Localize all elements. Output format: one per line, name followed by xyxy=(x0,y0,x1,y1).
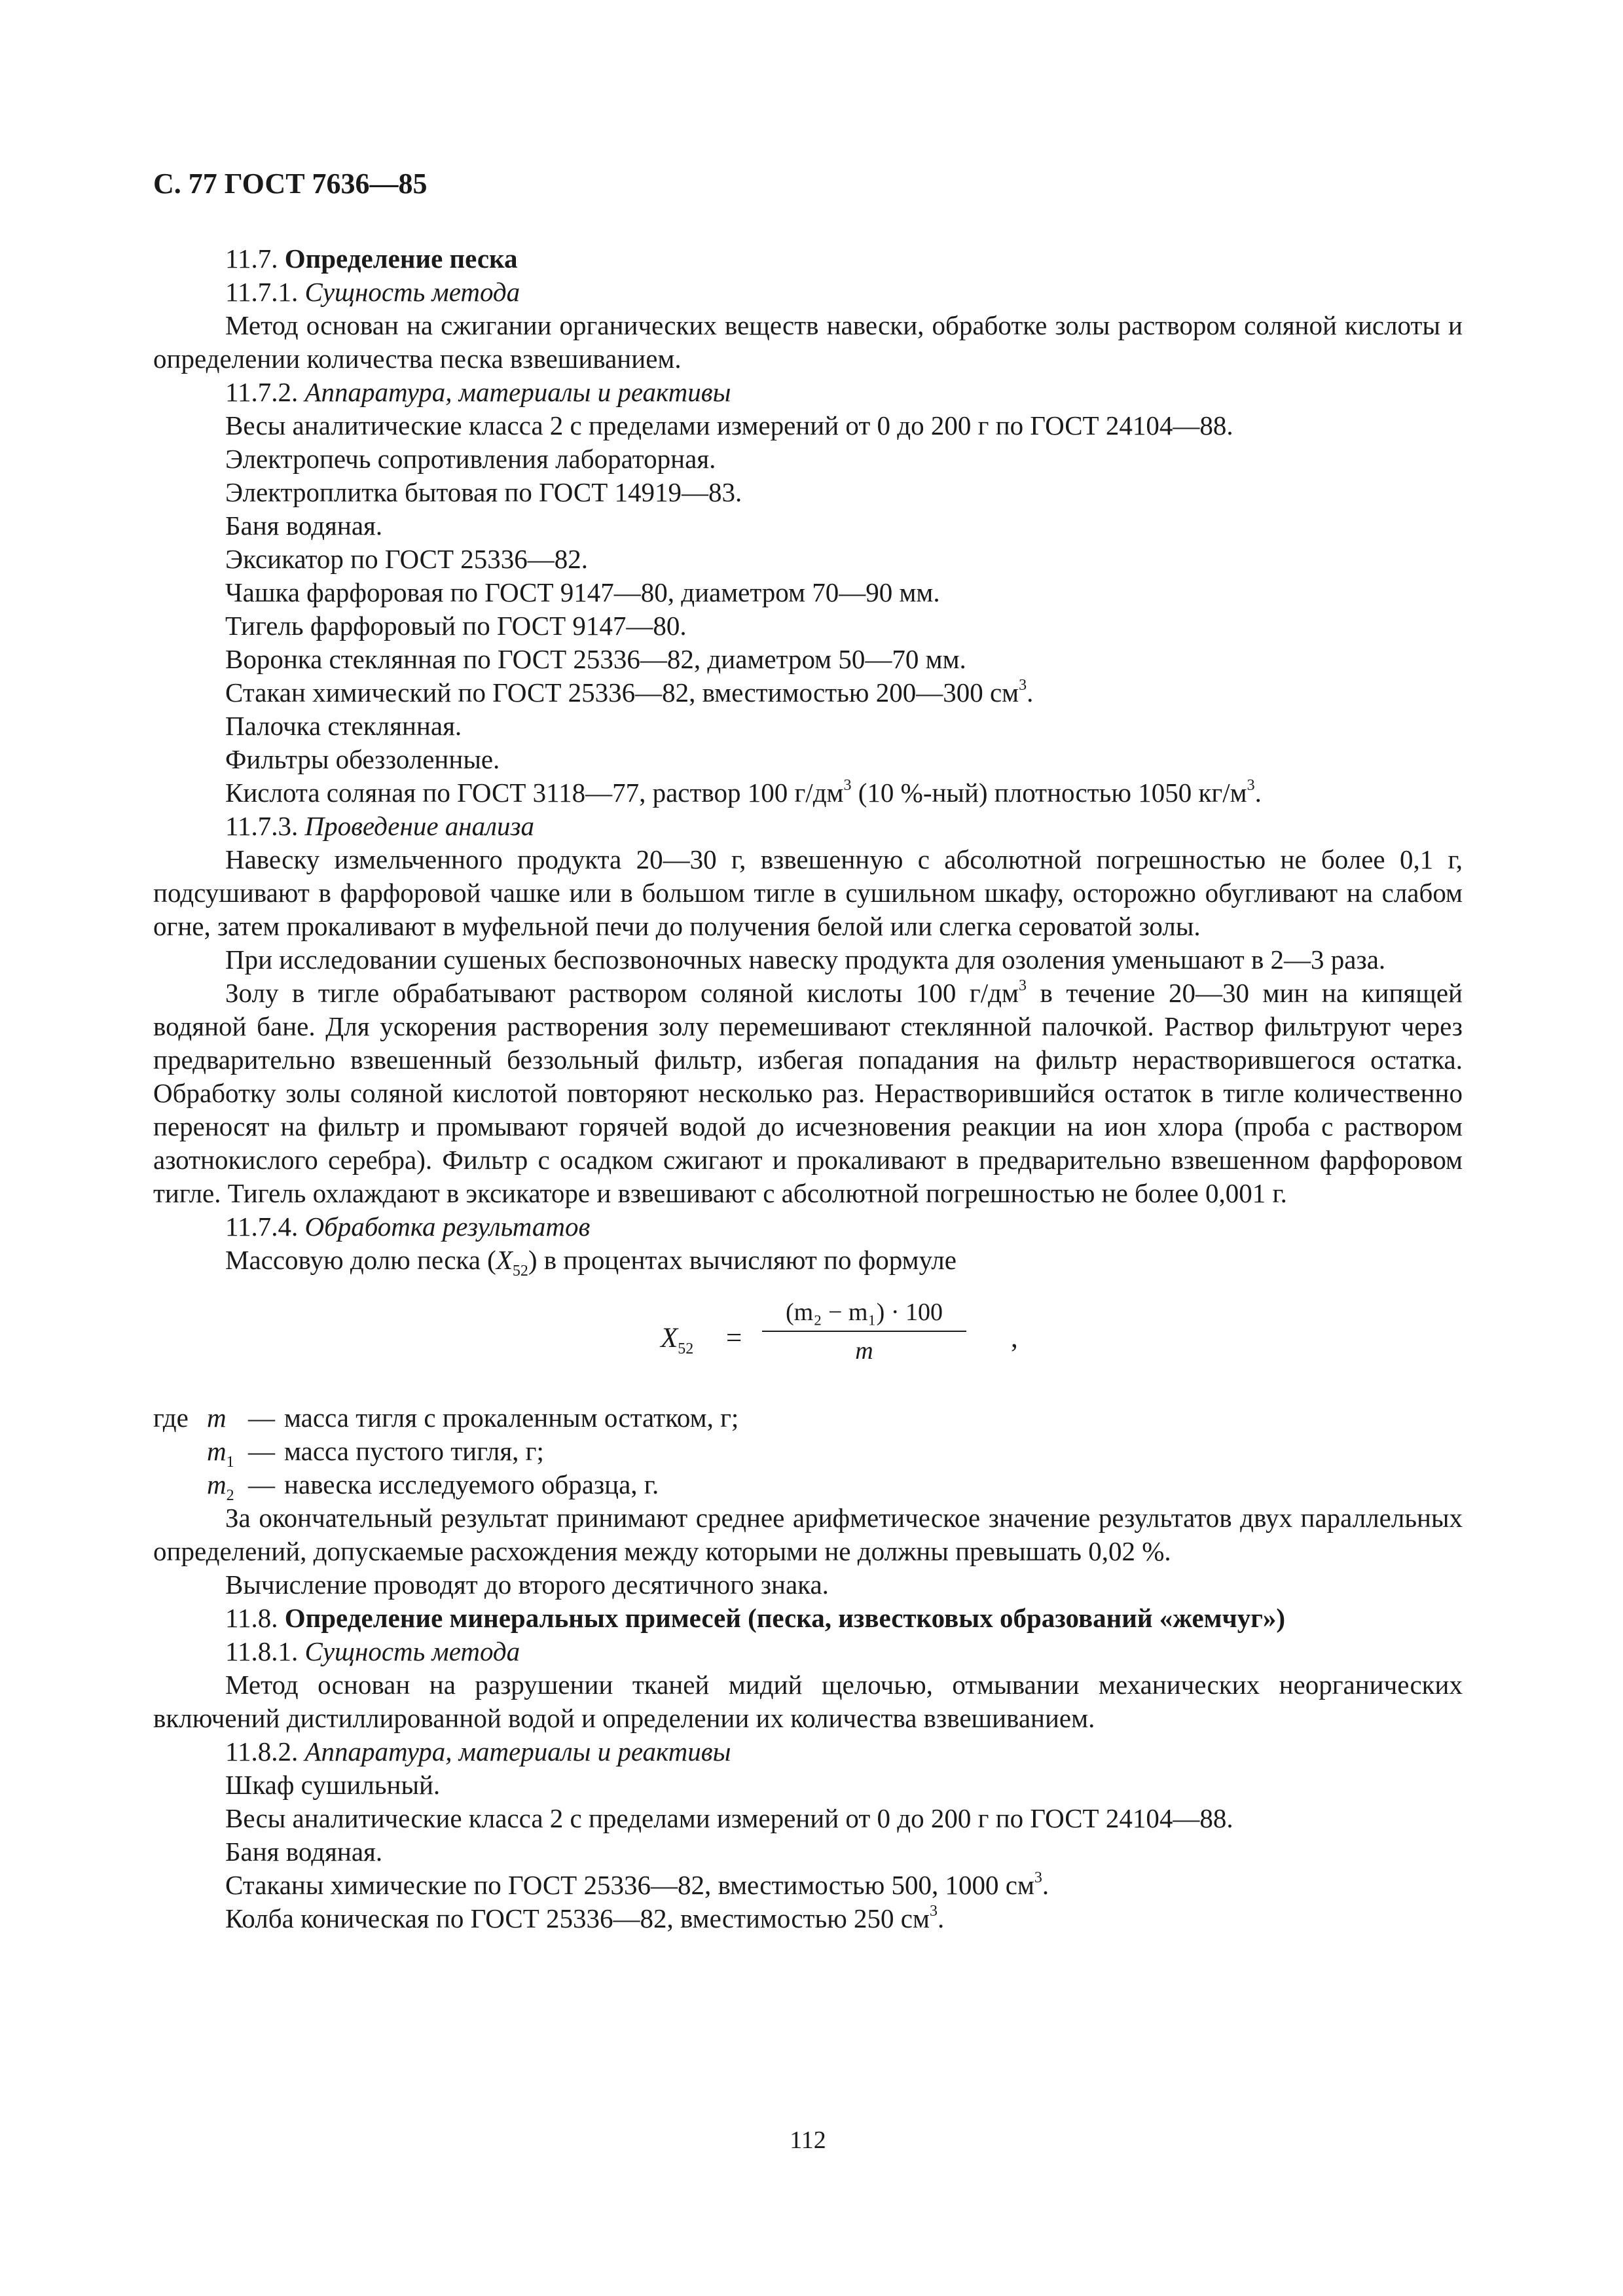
equipment-item: Шкаф сушильный. xyxy=(225,1770,441,1800)
subsection-title: Аппаратура, материалы и реактивы xyxy=(304,1736,731,1767)
formula xyxy=(153,1297,1463,1382)
equipment-item: Баня водяная. xyxy=(225,1837,383,1867)
subsection-heading-11-7-2 xyxy=(153,376,1463,409)
subsection-title: Проведение анализа xyxy=(304,811,535,841)
equipment-item: Колба коническая по ГОСТ 25336—82, вместимостью 250 $см^3$. xyxy=(225,1903,945,1933)
fraction-bar xyxy=(762,1331,966,1332)
subsection-title: Обработка результатов xyxy=(304,1211,591,1242)
subsection-number: 11.8.2. xyxy=(225,1736,299,1767)
legend-row: где m — масса тигля с прокаленным остатком, г; xyxy=(153,1403,739,1433)
formula-equals: = xyxy=(726,1323,742,1354)
equipment-item: Электропечь сопротивления лабораторная. xyxy=(225,444,716,474)
equipment-item: Воронка стеклянная по ГОСТ 25336—82, диаметром 50—70 мм. xyxy=(225,644,966,674)
equipment-item: Стакан химический по ГОСТ 25336—82, вместимостью 200—300 $см^3$. xyxy=(225,677,1034,708)
formula-numerator: (m₂ − m₁) · 100 xyxy=(785,1299,943,1326)
method-essence-text: Метод основан на сжигании органических веществ навески, обработке золы раствором соляной кислоты и определении количества песка взвешиванием. xyxy=(153,310,1463,374)
variable-legend xyxy=(153,1401,1463,1504)
analysis-paragraph: При исследовании сушеных беспозвоночных навеску продукта для озоления уменьшают в 2—3 раза. xyxy=(225,944,1386,975)
subsection-heading-11-8-2 xyxy=(153,1735,1463,1768)
subsection-heading-11-8-1 xyxy=(153,1635,1463,1668)
formula-intro: Массовую долю песка $(X_{52})$ в процентах вычисляют по формуле xyxy=(225,1245,957,1280)
subsection-number: 11.8.1. xyxy=(225,1636,299,1666)
analysis-paragraph: Навеску измельченного продукта 20—30 г, взвешенную с абсолютной погрешностью не более 0,1 г, подсушивают в фарфоровой чашке или в большом тигле в сушильном шкафу, осторожно обугливают на слабом огне, затем прокаливают в муфельной печи до получения белой или слегка сероватой золы. xyxy=(153,844,1463,941)
formula-fraction xyxy=(762,1297,966,1366)
section-title: Определение песка xyxy=(284,243,518,274)
subsection-number: 11.7.4. xyxy=(225,1211,299,1242)
equipment-item: Весы аналитические класса 2 с пределами измерений от 0 до 200 г по ГОСТ 24104—88. xyxy=(225,410,1233,440)
subsection-title: Сущность метода xyxy=(304,1636,520,1666)
equipment-item: Кислота соляная по ГОСТ 3118—77, раствор 100 $г/дм^3$ (10 %-ный) плотностью 1050 $кг/м^3$. xyxy=(225,777,1262,808)
page-header: С. 77 ГОСТ 7636—85 xyxy=(153,168,428,200)
subsection-title: Аппаратура, материалы и реактивы xyxy=(304,377,731,407)
subsection-title: Сущность метода xyxy=(304,277,520,307)
document-page xyxy=(153,0,1463,2296)
document-body xyxy=(153,242,1463,1935)
legend-row: $m_1$ — масса пустого тигля, г; xyxy=(207,1436,544,1471)
formula-lhs: $X_{52}$ xyxy=(661,1323,694,1357)
result-paragraph: За окончательный результат принимают среднее арифметическое значение результатов двух параллельных определений, допускаемые расхождения между которыми не должны превышать 0,02 %. xyxy=(153,1503,1463,1566)
equipment-item: Эксикатор по ГОСТ 25336—82. xyxy=(225,544,589,574)
subsection-number: 11.7.1. xyxy=(225,277,299,307)
equipment-item: Стаканы химические по ГОСТ 25336—82, вместимостью 500, 1000 $см^3$. xyxy=(225,1869,1049,1900)
section-heading-11-8 xyxy=(153,1602,1463,1635)
equipment-item: Палочка стеклянная. xyxy=(225,711,462,741)
section-number: 11.7. xyxy=(225,243,278,274)
section-heading-11-7 xyxy=(153,242,1463,276)
subsection-heading-11-7-4 xyxy=(153,1210,1463,1244)
equipment-item: Баня водяная. xyxy=(225,511,383,541)
analysis-paragraph: Золу в тигле обрабатывают раствором соляной кислоты 100 $г/дм^3$ в течение 20—30 мин на кипящей водяной бане. Для ускорения растворения золу перемешивают стеклянной палочкой. Раствор фильтруют через предварительно взвешенный беззольный фильтр, избегая попадания на фильтр нерастворившегося остатка. Обработку золы соляной кислотой повторяют несколько раз. Нерастворившийся остаток в тигле количественно переносят на фильтр и промывают горячей водой до исчезновения реакции на ион хлора (проба с раствором азотнокислого серебра). Фильтр с осадком сжигают и прокаливают в предварительно взвешенном фарфоровом тигле. Тигель охлаждают в эксикаторе и взвешивают с абсолютной погрешностью не более 0,001 г. xyxy=(153,977,1463,1208)
page-number: 112 xyxy=(790,2126,826,2154)
equipment-item: Чашка фарфоровая по ГОСТ 9147—80, диаметром 70—90 мм. xyxy=(225,577,940,607)
formula-comma: , xyxy=(1011,1323,1018,1354)
section-title: Определение минеральных примесей (песка, известковых образований «жемчуг») xyxy=(284,1603,1285,1633)
equipment-item: Тигель фарфоровый по ГОСТ 9147—80. xyxy=(225,611,687,641)
method-essence-text: Метод основан на разрушении тканей мидий щелочью, отмывании механических неорганических включений дистиллированной водой и определении их количества взвешиванием. xyxy=(153,1670,1463,1733)
legend-row: $m_2$ — навеска исследуемого образца, г. xyxy=(207,1469,659,1504)
subsection-number: 11.7.2. xyxy=(225,377,299,407)
subsection-heading-11-7-1 xyxy=(153,276,1463,309)
equipment-item: Фильтры обеззоленные. xyxy=(225,744,500,774)
subsection-heading-11-7-3 xyxy=(153,810,1463,843)
subsection-number: 11.7.3. xyxy=(225,811,299,841)
equipment-item: Весы аналитические класса 2 с пределами измерений от 0 до 200 г по ГОСТ 24104—88. xyxy=(225,1803,1233,1833)
formula-denominator: m xyxy=(855,1337,873,1365)
equipment-item: Электроплитка бытовая по ГОСТ 14919—83. xyxy=(225,477,742,507)
section-number: 11.8. xyxy=(225,1603,278,1633)
calculation-paragraph: Вычисление проводят до второго десятичного знака. xyxy=(225,1570,829,1600)
